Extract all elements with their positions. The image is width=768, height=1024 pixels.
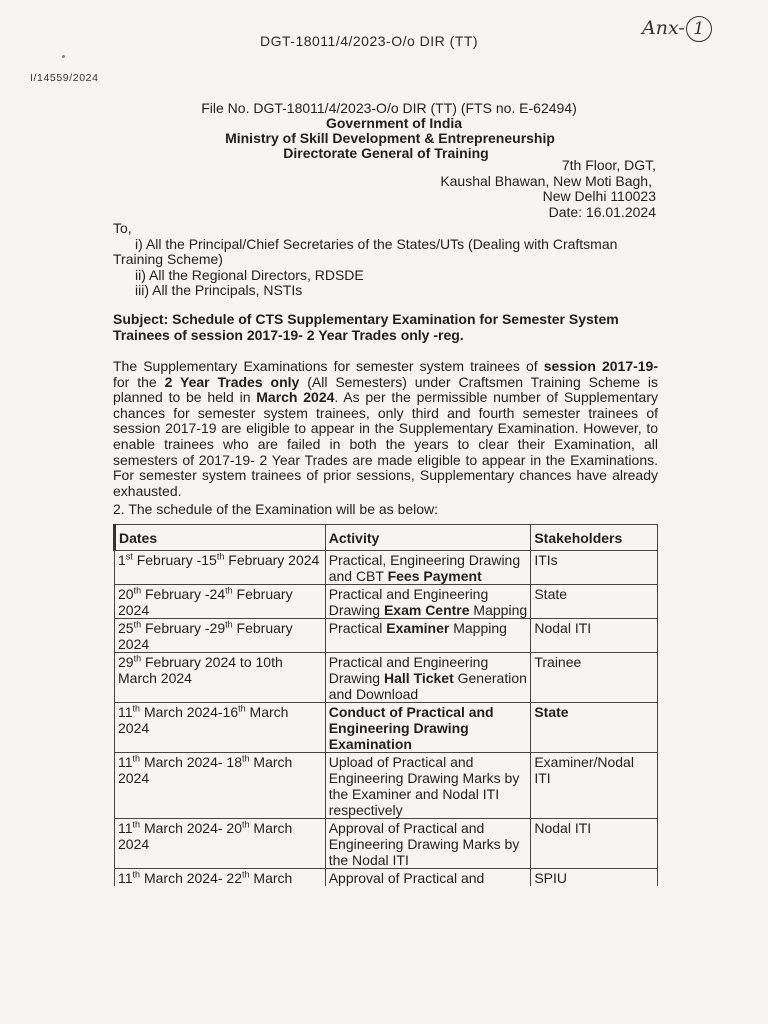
cell-date	[115, 703, 326, 753]
table-row	[115, 619, 658, 653]
activity-bold: Fees Payment	[387, 568, 482, 584]
date-part: 25	[118, 620, 134, 636]
stakeholder-text: Nodal ITI	[534, 620, 592, 636]
date-suffix: th	[132, 753, 141, 764]
address-line-3: New Delhi 110023	[542, 188, 656, 204]
activity-text: Practical, Engineering Drawing and CBT	[328, 552, 521, 584]
annex-number: 1	[686, 16, 712, 42]
table-row	[115, 819, 658, 869]
header-dates: Dates	[115, 525, 326, 551]
para-text-2: for the	[113, 373, 165, 390]
date-part: March	[249, 870, 293, 886]
activity-bold: Hall Ticket	[383, 670, 454, 686]
table-row	[115, 869, 658, 887]
stakeholder-text: ITIs	[534, 552, 558, 568]
cell-stakeholder	[531, 703, 658, 753]
date-part: February -29	[141, 620, 226, 636]
date-suffix: th	[133, 619, 142, 630]
stakeholder-text: Examiner/Nodal ITI	[534, 754, 634, 786]
cell-stakeholder	[531, 753, 658, 819]
activity-bold: Conduct of Practical and Engineering Drawing Examination	[328, 704, 494, 752]
schedule-table	[113, 524, 658, 886]
date-part: March 2024- 20	[140, 820, 243, 836]
cell-activity	[325, 753, 531, 819]
cell-date	[115, 551, 326, 585]
date-suffix: th	[216, 551, 225, 562]
table-row	[115, 585, 658, 619]
to-label: To,	[113, 220, 132, 236]
cell-activity	[325, 551, 531, 585]
header-activity: Activity	[325, 525, 531, 551]
table-row	[115, 753, 658, 819]
stakeholder-text: Trainee	[534, 654, 582, 670]
annex-label: Anx-	[642, 17, 685, 39]
date-suffix: th	[133, 653, 142, 664]
date-suffix: th	[238, 703, 246, 714]
stakeholder-text: State	[534, 704, 569, 720]
date-part: February 2024	[224, 552, 320, 568]
date-part: March 2024	[118, 754, 293, 786]
table-row	[115, 703, 658, 753]
cell-stakeholder	[531, 585, 658, 619]
date-part: March 2024	[118, 704, 289, 736]
activity-text: Generation and Download	[328, 670, 527, 702]
date-part: February 2024 to 10th March 2024	[118, 654, 283, 686]
para-text-4: . As per the permissible number of Supplementary chances for semester system trainees, only third and fourth semester trainees of session 2017-19 are eligible to appear in the Supplementary Examination. However, to enable trainees who are failed in both the years to clear their Examination, all semesters of 2017-19- 2 Year Trades are made eligible to appear in the Examinations. For semester system trainees of prior sessions, Supplementary chances have already exhausted.	[113, 389, 658, 499]
date-part: March 2024-16	[140, 704, 239, 720]
activity-text: Mapping	[469, 602, 528, 618]
letter-header	[0, 101, 768, 161]
cell-activity	[325, 703, 531, 753]
stakeholder-text: SPIU	[534, 870, 568, 886]
date-part: March 2024- 22	[140, 870, 243, 886]
cell-stakeholder	[531, 653, 658, 703]
date-suffix: th	[225, 585, 233, 596]
addressee-item-3: iii) All the Principals, NSTIs	[135, 282, 303, 298]
government-title: Government of India	[325, 115, 463, 131]
date-part: 11	[118, 704, 133, 720]
scan-speck	[62, 55, 65, 58]
activity-text: Approval of Practical and	[328, 870, 485, 886]
table-header-row	[115, 525, 658, 551]
cell-stakeholder	[531, 869, 658, 887]
stakeholder-text: Nodal ITI	[534, 820, 592, 836]
date-part: March 2024	[118, 820, 293, 852]
file-reference-header: DGT-18011/4/2023-O/o DIR (TT)	[260, 33, 479, 49]
date-part: February 2024	[118, 586, 293, 618]
date-part: 20	[118, 586, 134, 602]
sender-address	[440, 158, 656, 220]
header-stakeholders: Stakeholders	[531, 525, 658, 551]
date-part: February -24	[141, 586, 226, 602]
date-part: 11	[118, 820, 133, 836]
addressee-item-2: ii) All the Regional Directors, RDSDE	[135, 266, 364, 283]
cell-activity	[325, 869, 531, 887]
date-suffix: st	[125, 551, 133, 562]
date-suffix: th	[133, 585, 142, 596]
date-suffix: th	[132, 869, 141, 880]
activity-text: Practical and Engineering Drawing	[328, 586, 489, 618]
cell-date	[115, 819, 326, 869]
cell-activity	[325, 653, 531, 703]
address-line-1: 7th Floor, DGT,	[561, 157, 656, 173]
para-bold-month: March 2024	[256, 389, 335, 406]
cell-stakeholder	[531, 619, 658, 653]
para-text-1: The Supplementary Examinations for semester system trainees of	[113, 358, 544, 374]
activity-bold: Examiner	[386, 620, 450, 636]
date-part: 11	[118, 870, 133, 886]
addressee-block	[113, 221, 661, 299]
date-part: 11	[118, 754, 133, 770]
date-suffix: th	[242, 753, 250, 764]
para-bold-trades: 2 Year Trades only	[164, 373, 300, 390]
date-part: February -15	[132, 552, 217, 568]
date-part: February 2024	[118, 620, 293, 652]
cell-stakeholder	[531, 819, 658, 869]
stakeholder-text: State	[534, 586, 568, 602]
date-part: March 2024- 18	[140, 754, 243, 770]
address-line-2: Kaushal Bhawan, New Moti Bagh,	[440, 172, 652, 189]
date-part: 1	[118, 552, 126, 568]
activity-text: Practical	[328, 620, 387, 636]
date-suffix: th	[225, 619, 233, 630]
para-text-3: (All Semesters) under Craftsmen Training Scheme is planned to be held in	[113, 373, 658, 406]
table-row	[115, 653, 658, 703]
subject-line: Subject: Schedule of CTS Supplementary Examination for Semester System Trainees of session 2017-19- 2 Year Trades only -reg.	[113, 311, 619, 343]
cell-stakeholder	[531, 551, 658, 585]
letter-date: Date: 16.01.2024	[548, 203, 656, 220]
cell-activity	[325, 619, 531, 653]
cell-date	[115, 585, 326, 619]
date-suffix: th	[242, 819, 250, 830]
file-number: File No. DGT-18011/4/2023-O/o DIR (TT) (FTS no. E-62494)	[201, 100, 577, 116]
activity-text: Upload of Practical and Engineering Drawing Marks by the Examiner and Nodal ITI respectively	[328, 754, 520, 818]
cell-date	[115, 653, 326, 703]
activity-bold: Exam Centre	[383, 602, 470, 618]
date-suffix: th	[132, 703, 141, 714]
addressee-item-1: i) All the Principal/Chief Secretaries of the States/UTs (Dealing with Craftsman Training Scheme)	[113, 235, 618, 267]
cell-activity	[325, 585, 531, 619]
para-bold-session: session 2017-19-	[543, 358, 658, 374]
activity-text: Practical and Engineering Drawing	[328, 654, 489, 686]
cell-date	[115, 753, 326, 819]
annex-handwritten-mark	[642, 16, 712, 42]
cell-activity	[325, 819, 531, 869]
cell-date	[115, 869, 326, 887]
cell-date	[115, 619, 326, 653]
activity-text: Approval of Practical and Engineering Drawing Marks by the Nodal ITI	[328, 820, 520, 868]
date-suffix: th	[132, 819, 141, 830]
ministry-title: Ministry of Skill Development & Entrepreneurship	[225, 130, 555, 146]
schedule-intro: 2. The schedule of the Examination will be as below:	[113, 501, 439, 517]
directorate-title: Directorate General of Training	[283, 145, 489, 161]
activity-text: Mapping	[449, 620, 507, 636]
receipt-number: I/14559/2024	[30, 72, 99, 84]
body-paragraph	[113, 359, 658, 499]
date-suffix: th	[242, 869, 250, 880]
date-part: 29	[118, 654, 134, 670]
table-row	[115, 551, 658, 585]
